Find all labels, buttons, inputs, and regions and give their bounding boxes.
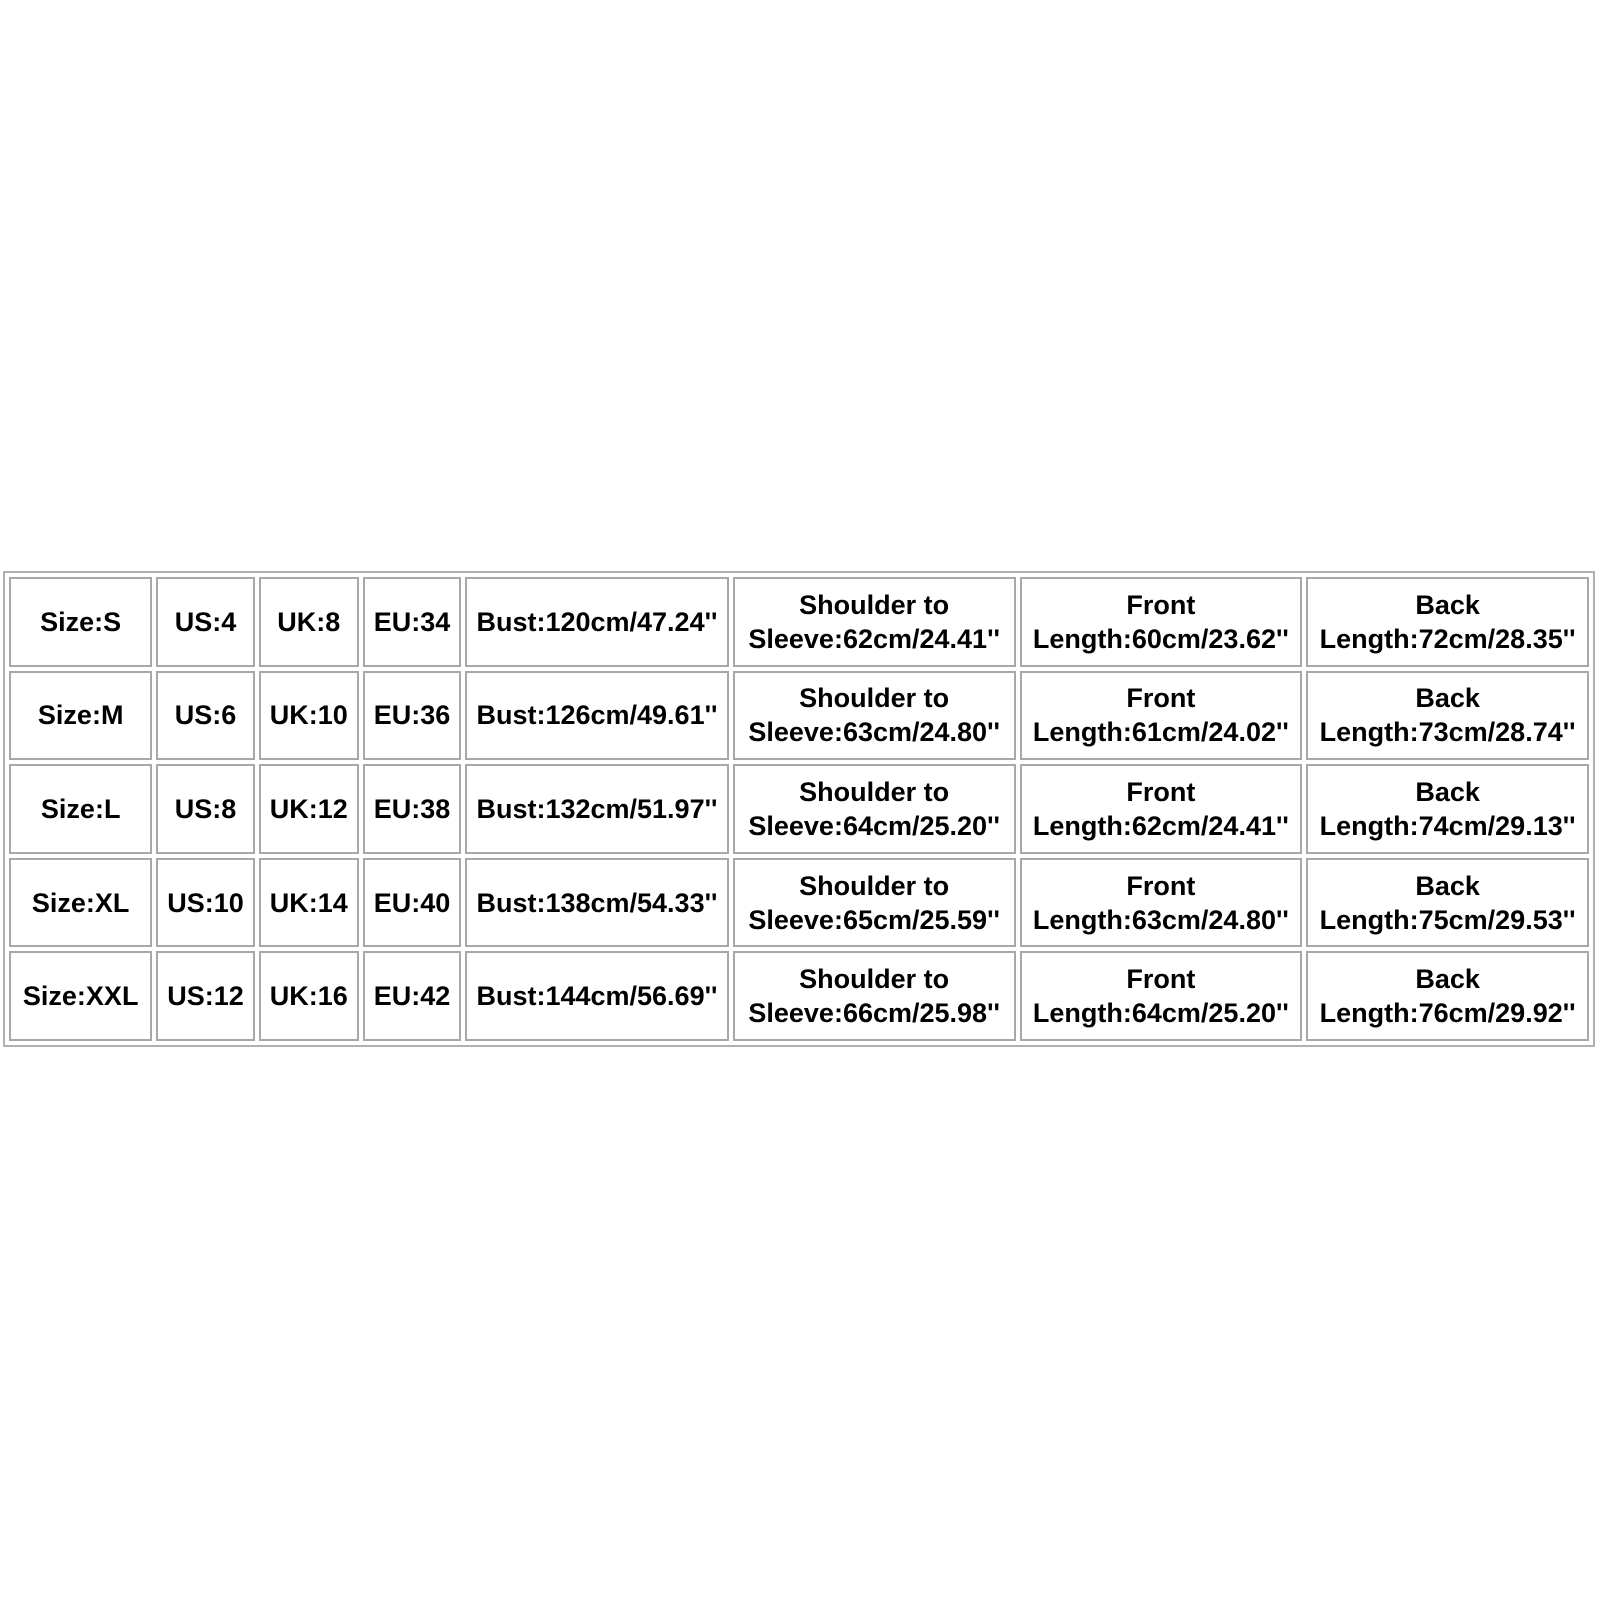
front-length-value: Length:64cm/25.20'' [1032, 998, 1289, 1029]
sleeve-value: Sleeve:62cm/24.41'' [748, 623, 1000, 654]
table-row [9, 951, 1589, 1041]
us-size-cell: US:6 [156, 671, 254, 761]
back-length-value: Length:72cm/28.35'' [1319, 623, 1576, 654]
uk-size-cell: UK:16 [259, 951, 359, 1041]
us-size-cell: US:10 [156, 858, 254, 948]
shoulder-label: Shoulder to [799, 589, 950, 620]
back-length-value: Length:73cm/28.74'' [1319, 717, 1576, 748]
shoulder-to-sleeve-cell [733, 764, 1016, 854]
sleeve-value: Sleeve:64cm/25.20'' [748, 810, 1000, 841]
front-length-cell [1020, 577, 1303, 667]
front-length-cell [1020, 951, 1303, 1041]
eu-size-cell: EU:42 [363, 951, 461, 1041]
back-length-cell [1306, 577, 1589, 667]
shoulder-label: Shoulder to [799, 776, 950, 807]
front-length-cell [1020, 671, 1303, 761]
table-row [9, 764, 1589, 854]
back-length-value: Length:76cm/29.92'' [1319, 998, 1576, 1029]
size-cell: Size:L [9, 764, 152, 854]
shoulder-label: Shoulder to [799, 683, 950, 714]
back-length-cell [1306, 671, 1589, 761]
back-length-value: Length:74cm/29.13'' [1319, 810, 1576, 841]
front-length-value: Length:63cm/24.80'' [1032, 904, 1289, 935]
eu-size-cell: EU:38 [363, 764, 461, 854]
front-length-value: Length:62cm/24.41'' [1032, 810, 1289, 841]
uk-size-cell: UK:12 [259, 764, 359, 854]
back-length-cell [1306, 858, 1589, 948]
size-chart-table [5, 573, 1593, 1045]
back-length-cell [1306, 764, 1589, 854]
shoulder-label: Shoulder to [799, 870, 950, 901]
size-chart [3, 571, 1595, 1047]
bust-cell: Bust:132cm/51.97'' [465, 764, 729, 854]
front-length-value: Length:60cm/23.62'' [1032, 623, 1289, 654]
us-size-cell: US:12 [156, 951, 254, 1041]
front-label: Front [1126, 776, 1196, 807]
back-label: Back [1415, 683, 1480, 714]
size-cell: Size:S [9, 577, 152, 667]
shoulder-to-sleeve-cell [733, 671, 1016, 761]
shoulder-to-sleeve-cell [733, 858, 1016, 948]
uk-size-cell: UK:14 [259, 858, 359, 948]
uk-size-cell: UK:10 [259, 671, 359, 761]
table-row [9, 858, 1589, 948]
front-label: Front [1126, 964, 1196, 995]
us-size-cell: US:8 [156, 764, 254, 854]
size-cell: Size:XL [9, 858, 152, 948]
back-length-cell [1306, 951, 1589, 1041]
front-length-value: Length:61cm/24.02'' [1032, 717, 1289, 748]
table-row [9, 671, 1589, 761]
bust-cell: Bust:126cm/49.61'' [465, 671, 729, 761]
front-label: Front [1126, 870, 1196, 901]
shoulder-to-sleeve-cell [733, 951, 1016, 1041]
eu-size-cell: EU:36 [363, 671, 461, 761]
sleeve-value: Sleeve:63cm/24.80'' [748, 717, 1000, 748]
size-cell: Size:XXL [9, 951, 152, 1041]
back-label: Back [1415, 776, 1480, 807]
size-cell: Size:M [9, 671, 152, 761]
uk-size-cell: UK:8 [259, 577, 359, 667]
us-size-cell: US:4 [156, 577, 254, 667]
back-label: Back [1415, 870, 1480, 901]
front-length-cell [1020, 764, 1303, 854]
shoulder-to-sleeve-cell [733, 577, 1016, 667]
back-label: Back [1415, 964, 1480, 995]
shoulder-label: Shoulder to [799, 964, 950, 995]
front-length-cell [1020, 858, 1303, 948]
bust-cell: Bust:120cm/47.24'' [465, 577, 729, 667]
back-label: Back [1415, 589, 1480, 620]
bust-cell: Bust:144cm/56.69'' [465, 951, 729, 1041]
back-length-value: Length:75cm/29.53'' [1319, 904, 1576, 935]
table-row [9, 577, 1589, 667]
eu-size-cell: EU:34 [363, 577, 461, 667]
front-label: Front [1126, 683, 1196, 714]
eu-size-cell: EU:40 [363, 858, 461, 948]
sleeve-value: Sleeve:66cm/25.98'' [748, 998, 1000, 1029]
bust-cell: Bust:138cm/54.33'' [465, 858, 729, 948]
sleeve-value: Sleeve:65cm/25.59'' [748, 904, 1000, 935]
front-label: Front [1126, 589, 1196, 620]
